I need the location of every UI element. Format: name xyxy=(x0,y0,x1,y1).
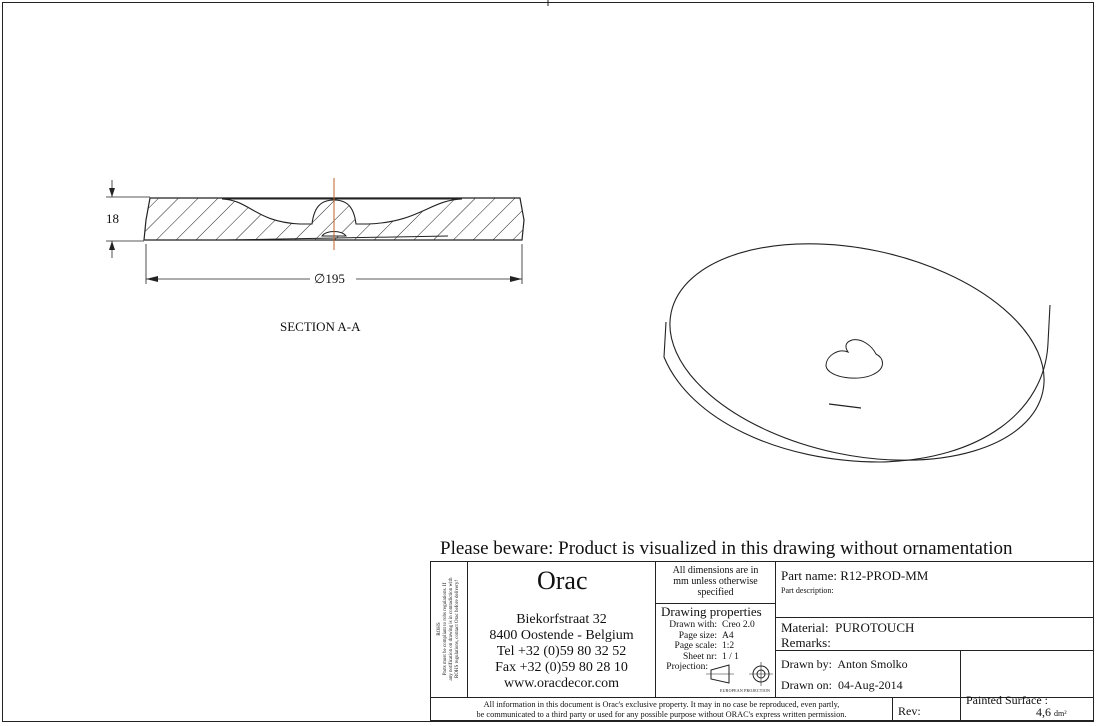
notice-text: Please beware: Product is visualized in this drawing without ornamentation xyxy=(440,538,1013,559)
projection-note: EUROPEAN PROJECTION xyxy=(720,688,771,693)
part-name-field: Part name: R12-PROD-MM xyxy=(781,568,929,583)
phone: Tel +32 (0)59 80 32 52 xyxy=(496,644,627,659)
dimensions-note: All dimensions are in mm unless otherwise specified xyxy=(672,565,759,598)
part-description-label: Part description: xyxy=(781,586,834,595)
painted-surface-label: Painted Surface : xyxy=(966,693,1048,707)
confidentiality-notice: All information in this document is Orac's exclusive property. It may in no case be reproduced, even partly, be communicated to a third party or used for any possible purpose without ORAC's express written permission. xyxy=(476,700,847,719)
website: www.oracdecor.com xyxy=(504,676,619,691)
fax: Fax +32 (0)59 80 28 10 xyxy=(495,660,628,675)
height-dimension: 18 xyxy=(106,211,119,226)
rohs-title: ROHS xyxy=(437,622,442,636)
drawing-properties-title: Drawing properties xyxy=(661,604,762,619)
revision-label: Rev: xyxy=(898,704,921,718)
remarks-label: Remarks: xyxy=(781,635,831,650)
address-line2: 8400 Oostende - Belgium xyxy=(489,628,634,643)
rohs-line3: ROHS regulations, contact Orac before delivery! xyxy=(455,579,460,679)
section-label: SECTION A-A xyxy=(280,319,361,334)
address-line1: Biekorfstraat 32 xyxy=(516,612,607,627)
rohs-line1: Parts must be compliant to rohs regulations. If xyxy=(443,582,448,676)
company-name: Orac xyxy=(537,566,588,595)
drawn-by-field: Drawn by: Anton Smolko xyxy=(781,657,908,671)
drawn-on-field: Drawn on: 04-Aug-2014 xyxy=(781,678,903,692)
material-field: Material: PUROTOUCH xyxy=(781,620,915,635)
rohs-line2: any notification on drawing is in contradiction with xyxy=(449,577,454,681)
painted-surface-value: 4,6 dm² xyxy=(1036,705,1067,719)
drawing-properties: Drawn with: Creo 2.0 Page size: A4 Page scale: 1:2 Sheet nr: 1 / 1 Projection: xyxy=(666,620,755,672)
diameter-dimension: ∅195 xyxy=(314,271,345,286)
